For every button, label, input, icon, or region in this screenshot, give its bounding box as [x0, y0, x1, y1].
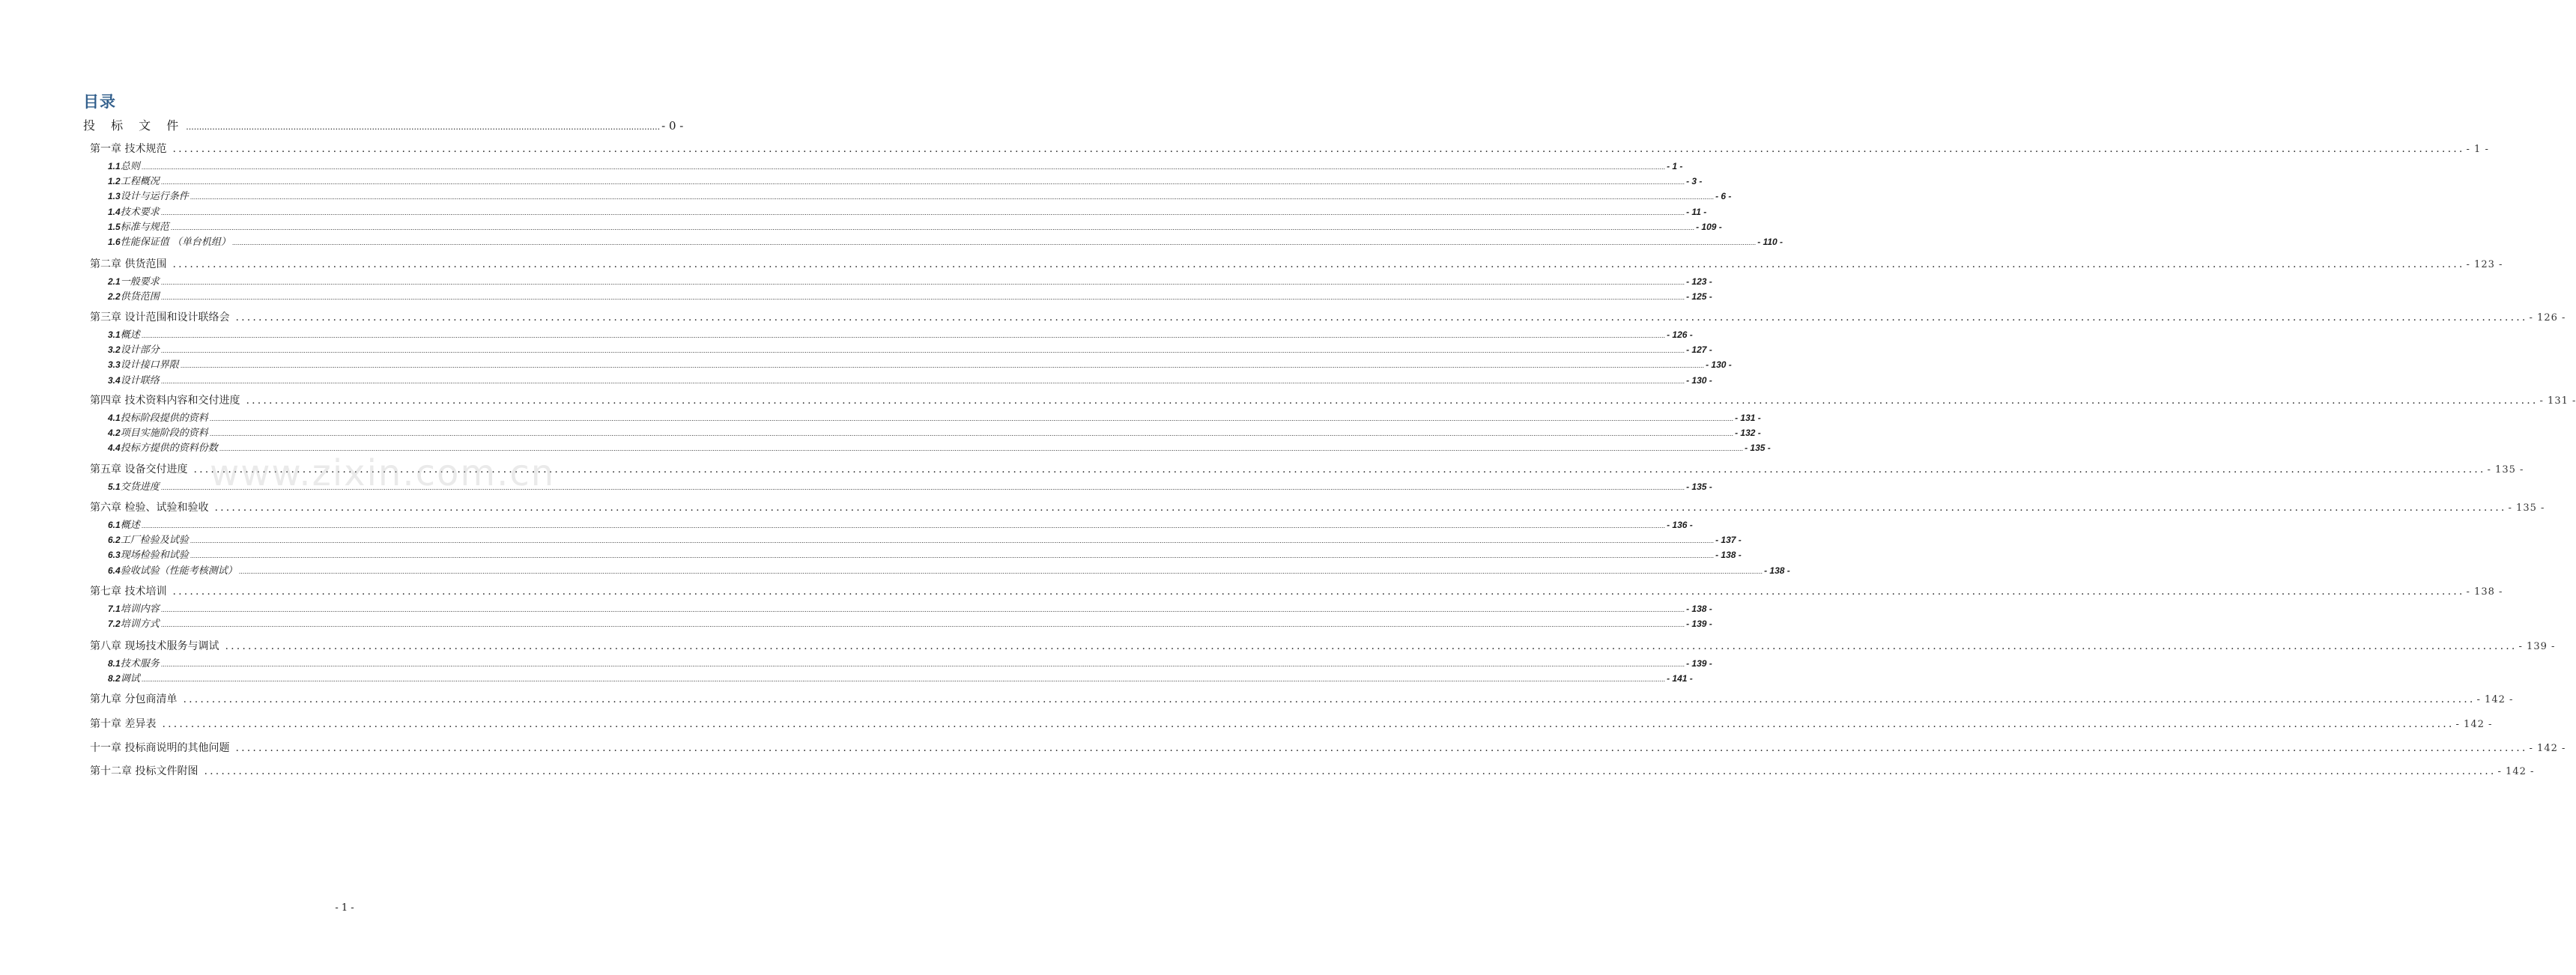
toc-section-number: 1.3 — [108, 191, 121, 202]
toc-page-number: - 132 - — [1735, 428, 1761, 439]
toc-section-title: 技术要求 — [120, 206, 160, 218]
toc-section-number: 2.1 — [108, 276, 121, 287]
toc-page-number: - 127 - — [1686, 344, 1712, 356]
dot-leader: ................................................................................................................................................................................................................................................................................................................................................................................................................................................................................................................................................................................................................................................................................................................................................................................................................................ — [209, 431, 1734, 438]
toc-section-title: 工厂检验及试验 — [120, 535, 189, 547]
toc-entry-label: 第一章 技术规范 — [90, 143, 167, 155]
toc-page-number: - 135 - — [1745, 443, 1771, 454]
toc-section-number: 3.3 — [108, 359, 121, 371]
dot-leader: ................................................................................................................................................................................................................................................................................................................................................................................................................................................................................................................................................................................................................................................................................................................................................................................................................................ — [160, 209, 1685, 216]
dot-leader: ................................................................................................................................................................................................................................................................................................................................................................................................................................................................................................................................................................................................................................................................................................................................................................................................................................ — [209, 416, 1734, 422]
toc-section-entry[interactable] — [108, 547, 1742, 562]
toc-entry-label: 投 标 文 件 — [83, 118, 185, 133]
toc-entry-label: 第四章 技术资料内容和交付进度 — [90, 395, 240, 407]
toc-chapter-entry[interactable] — [90, 763, 2535, 778]
toc-entry-label: 第五章 设备交付进度 — [90, 464, 188, 476]
toc-section-title: 项目实施阶段的资料 — [120, 428, 208, 440]
toc-section-entry[interactable] — [108, 517, 1693, 531]
toc-entry-label: 第三章 设计范围和设计联络会 — [90, 312, 230, 324]
toc-entry-label: 十一章 投标商说明的其他问题 — [90, 742, 230, 754]
toc-section-entry[interactable] — [108, 356, 1732, 371]
toc-page-number: - 11 - — [1686, 206, 1707, 217]
dot-leader: ................................................................................................................................................................................................................................................................................................................................................................................................................................................................................................................................................................................................................................................................................................................................................................................................................................ — [190, 553, 1715, 560]
toc-section-title: 投标方提供的资料份数 — [120, 443, 218, 455]
toc-section-entry[interactable] — [108, 234, 1783, 248]
toc-entry-label: 第二章 供货范围 — [90, 258, 167, 270]
toc-entry-label: 第六章 检验、试验和验收 — [90, 502, 209, 514]
toc-page-number: - 138 - — [1686, 604, 1712, 614]
toc-section-number: 8.2 — [108, 673, 121, 684]
dot-leader: ................................................................................................................................................................................................................................................................................................................................................................................................................ — [235, 742, 2528, 754]
toc-section-title: 设计部分 — [120, 344, 160, 356]
toc-section-entry[interactable] — [108, 273, 1712, 288]
toc-page-number: - 123 - — [2466, 259, 2503, 270]
toc-section-entry[interactable] — [108, 372, 1712, 386]
toc-section-number: 7.1 — [108, 604, 121, 614]
dot-leader: ..................................................................................................................................................................................... — [186, 122, 661, 132]
toc-page-number: - 109 - — [1696, 221, 1722, 232]
toc-section-entry[interactable] — [108, 158, 1683, 172]
toc-page-number: - 130 - — [1706, 359, 1732, 371]
toc-section-entry[interactable] — [108, 616, 1712, 631]
dot-leader: ................................................................................................................................................................................................................................................................................................................................................................................................................................................................................................................................................................................................................................................................................................................................................................................................................................ — [160, 485, 1685, 491]
dot-leader: ................................................................................................................................................................................................................................................................................................................................................................................................................................................................................................................................................................................................................................................................................................................................................................................................................................ — [160, 607, 1685, 613]
toc-section-title: 培训内容 — [120, 604, 160, 615]
dot-leader: ................................................................................................................................................................................................................................................................................................................................................................................................................ — [162, 718, 2455, 730]
toc-entry-label: 第八章 现场技术服务与调试 — [90, 640, 219, 652]
toc-page-number: - 139 - — [1686, 619, 1712, 630]
toc-section-entry[interactable] — [108, 188, 1732, 203]
toc-title: 目录 — [83, 93, 116, 111]
toc-page-number: - 126 - — [1667, 329, 1693, 340]
toc-section-entry[interactable] — [108, 655, 1712, 669]
toc-page-number: - 135 - — [2487, 464, 2524, 476]
toc-section-entry[interactable] — [108, 670, 1693, 685]
toc-page-number: - 131 - — [2539, 395, 2576, 407]
toc-page-number: - 142 - — [2476, 694, 2514, 705]
toc-page-number: - 136 - — [1667, 520, 1693, 530]
toc-section-number: 1.2 — [108, 176, 121, 187]
toc-section-title: 标准与规范 — [120, 221, 169, 233]
dot-leader: ................................................................................................................................................................................................................................................................................................................................................................................................................................................................................................................................................................................................................................................................................................................................................................................................................................ — [190, 194, 1715, 201]
dot-leader: ................................................................................................................................................................................................................................................................................................................................................................................................................................................................................................................................................................................................................................................................................................................................................................................................................................ — [160, 622, 1685, 629]
toc-section-title: 设计联络 — [120, 374, 160, 386]
toc-section-title: 设计与运行条件 — [120, 191, 189, 203]
toc-section-entry[interactable] — [108, 410, 1761, 424]
toc-chapter-entry[interactable] — [90, 392, 2576, 407]
toc-section-title: 技术服务 — [120, 658, 160, 669]
dot-leader: ................................................................................................................................................................................................................................................................................................................................................................................................................ — [172, 258, 2465, 270]
dot-leader: ................................................................................................................................................................................................................................................................................................................................................................................................................ — [193, 464, 2486, 476]
toc-section-number: 2.2 — [108, 291, 121, 303]
toc-section-number: 3.1 — [108, 329, 121, 340]
dot-leader: ................................................................................................................................................................................................................................................................................................................................................................................................................................................................................................................................................................................................................................................................................................................................................................................................................................ — [160, 279, 1685, 286]
toc-section-number: 8.1 — [108, 658, 121, 669]
toc-section-title: 总则 — [120, 161, 140, 172]
toc-section-title: 供货范围 — [120, 291, 160, 303]
toc-section-title: 现场检验和试验 — [120, 550, 189, 562]
toc-section-number: 4.2 — [108, 428, 121, 439]
toc-section-number: 4.4 — [108, 443, 121, 454]
toc-section-entry[interactable] — [108, 532, 1742, 547]
toc-page-number: - 135 - — [1686, 482, 1712, 492]
toc-section-number: 1.1 — [108, 161, 121, 171]
toc-page-number: - 1 - — [1667, 161, 1683, 171]
toc-chapter-entry[interactable] — [90, 499, 2545, 514]
toc-chapter-entry[interactable] — [90, 309, 2566, 324]
toc-page-number: - 138 - — [1715, 550, 1742, 561]
toc-cover-entry[interactable] — [83, 116, 684, 133]
toc-section-number: 7.2 — [108, 619, 121, 630]
toc-section-entry[interactable] — [108, 288, 1712, 303]
toc-section-title: 一般要求 — [120, 276, 160, 288]
toc-section-number: 6.4 — [108, 565, 121, 576]
dot-leader: ................................................................................................................................................................................................................................................................................................................................................................................................................................................................................................................................................................................................................................................................................................................................................................................................................................ — [141, 332, 1666, 339]
toc-entry-label: 第十章 差异表 — [90, 718, 157, 730]
toc-section-number: 3.2 — [108, 344, 121, 356]
toc-section-title: 验收试验（性能考核测试） — [120, 565, 237, 577]
toc-chapter-entry[interactable] — [90, 716, 2493, 731]
dot-leader: ................................................................................................................................................................................................................................................................................................................................................................................................................ — [246, 395, 2539, 407]
dot-leader: ................................................................................................................................................................................................................................................................................................................................................................................................................ — [214, 502, 2507, 514]
toc-page-number: - 137 - — [1715, 535, 1742, 546]
dot-leader: ................................................................................................................................................................................................................................................................................................................................................................................................................ — [225, 640, 2518, 652]
toc-page-number: - 110 - — [1757, 237, 1783, 247]
dot-leader: ................................................................................................................................................................................................................................................................................................................................................................................................................................................................................................................................................................................................................................................................................................................................................................................................................................ — [141, 523, 1666, 529]
toc-section-number: 6.1 — [108, 520, 121, 530]
toc-section-number: 1.6 — [108, 237, 121, 247]
toc-page-number: - 135 - — [2508, 502, 2545, 514]
dot-leader: ................................................................................................................................................................................................................................................................................................................................................................................................................................................................................................................................................................................................................................................................................................................................................................................................................................ — [219, 446, 1744, 453]
dot-leader: ................................................................................................................................................................................................................................................................................................................................................................................................................................................................................................................................................................................................................................................................................................................................................................................................................................ — [190, 538, 1715, 545]
toc-page-number: - 139 - — [2518, 641, 2556, 652]
toc-section-entry[interactable] — [108, 341, 1712, 356]
toc-chapter-entry[interactable] — [90, 691, 2514, 706]
dot-leader: ................................................................................................................................................................................................................................................................................................................................................................................................................................................................................................................................................................................................................................................................................................................................................................................................................................ — [141, 164, 1666, 171]
toc-section-entry[interactable] — [108, 601, 1712, 615]
toc-chapter-entry[interactable] — [90, 256, 2503, 271]
dot-leader: ................................................................................................................................................................................................................................................................................................................................................................................................................ — [204, 765, 2497, 777]
toc-section-number: 1.5 — [108, 221, 121, 232]
toc-page-number: - 1 - — [2466, 144, 2489, 155]
dot-leader: ................................................................................................................................................................................................................................................................................................................................................................................................................................................................................................................................................................................................................................................................................................................................................................................................................................ — [160, 179, 1685, 186]
toc-page-number: - 142 - — [2497, 766, 2535, 777]
toc-entry-label: 第七章 技术培训 — [90, 586, 167, 598]
toc-entry-label: 第十二章 投标文件附图 — [90, 765, 198, 777]
toc-page-number: - 130 - — [1686, 374, 1712, 386]
toc-page-number: - 141 - — [1667, 673, 1693, 684]
toc-page-number: - 131 - — [1735, 413, 1761, 423]
toc-section-title: 工程概况 — [120, 176, 160, 188]
dot-leader: ................................................................................................................................................................................................................................................................................................................................................................................................................ — [172, 143, 2465, 155]
dot-leader: ................................................................................................................................................................................................................................................................................................................................................................................................................................................................................................................................................................................................................................................................................................................................................................................................................................ — [160, 377, 1685, 385]
toc-page-number: - 3 - — [1686, 176, 1703, 187]
toc-section-title: 概述 — [120, 520, 140, 531]
toc-section-title: 性能保证值 （单台机组） — [120, 237, 231, 248]
dot-leader: ................................................................................................................................................................................................................................................................................................................................................................................................................................................................................................................................................................................................................................................................................................................................................................................................................................ — [141, 676, 1666, 684]
toc-section-entry[interactable] — [108, 173, 1703, 188]
dot-leader: ................................................................................................................................................................................................................................................................................................................................................................................................................................................................................................................................................................................................................................................................................................................................................................................................................................ — [160, 294, 1685, 302]
toc-section-title: 调试 — [120, 673, 140, 685]
toc-chapter-entry[interactable] — [90, 740, 2566, 755]
page-footer-number: - 1 - — [335, 902, 354, 914]
toc-page-number: - 138 - — [2466, 586, 2503, 598]
dot-leader: ................................................................................................................................................................................................................................................................................................................................................................................................................................................................................................................................................................................................................................................................................................................................................................................................................................ — [238, 568, 1763, 575]
toc-entry-label: 第九章 分包商清单 — [90, 693, 178, 705]
dot-leader: ................................................................................................................................................................................................................................................................................................................................................................................................................ — [172, 586, 2465, 598]
toc-section-number: 6.2 — [108, 535, 121, 546]
dot-leader: ................................................................................................................................................................................................................................................................................................................................................................................................................................................................................................................................................................................................................................................................................................................................................................................................................................ — [231, 240, 1757, 246]
toc-page-number: - 125 - — [1686, 291, 1712, 303]
toc-section-number: 3.4 — [108, 374, 121, 386]
toc-page-number: - 126 - — [2529, 312, 2566, 324]
toc-chapter-entry[interactable] — [90, 141, 2489, 156]
toc-page-number: - 139 - — [1686, 658, 1712, 669]
toc-section-number: 5.1 — [108, 482, 121, 492]
toc-section-entry[interactable] — [108, 326, 1693, 341]
toc-page-number: - 123 - — [1686, 276, 1712, 287]
dot-leader: ................................................................................................................................................................................................................................................................................................................................................................................................................................................................................................................................................................................................................................................................................................................................................................................................................................ — [170, 224, 1695, 231]
toc-page-number: - 142 - — [2529, 743, 2566, 754]
toc-section-entry[interactable] — [108, 425, 1761, 440]
dot-leader: ................................................................................................................................................................................................................................................................................................................................................................................................................................................................................................................................................................................................................................................................................................................................................................................................................................ — [180, 362, 1705, 370]
dot-leader: ................................................................................................................................................................................................................................................................................................................................................................................................................................................................................................................................................................................................................................................................................................................................................................................................................................ — [160, 661, 1685, 668]
toc-chapter-entry[interactable] — [90, 638, 2556, 653]
toc-section-title: 概述 — [120, 329, 140, 341]
toc-chapter-entry[interactable] — [90, 583, 2503, 598]
toc-page-number: - 6 - — [1715, 191, 1732, 202]
toc-section-title: 投标阶段提供的资料 — [120, 413, 208, 424]
toc-section-number: 4.1 — [108, 413, 121, 423]
dot-leader: ................................................................................................................................................................................................................................................................................................................................................................................................................ — [235, 312, 2528, 324]
toc-section-entry[interactable] — [108, 204, 1707, 218]
toc-page-number: - 142 - — [2455, 719, 2493, 730]
dot-leader: ................................................................................................................................................................................................................................................................................................................................................................................................................................................................................................................................................................................................................................................................................................................................................................................................................................ — [160, 347, 1685, 355]
toc-section-entry[interactable] — [108, 562, 1790, 577]
toc-page-number: - 138 - — [1764, 565, 1790, 576]
toc-section-number: 6.3 — [108, 550, 121, 561]
toc-section-title: 交货进度 — [120, 482, 160, 493]
dot-leader: ................................................................................................................................................................................................................................................................................................................................................................................................................ — [183, 693, 2476, 705]
toc-page-number: - 0 - — [661, 119, 684, 133]
toc-section-title: 培训方式 — [120, 619, 160, 631]
toc-section-number: 1.4 — [108, 206, 121, 217]
watermark: www.zixin.com.cn — [210, 452, 556, 494]
toc-section-entry[interactable] — [108, 219, 1722, 233]
toc-section-title: 设计接口界限 — [120, 359, 179, 371]
